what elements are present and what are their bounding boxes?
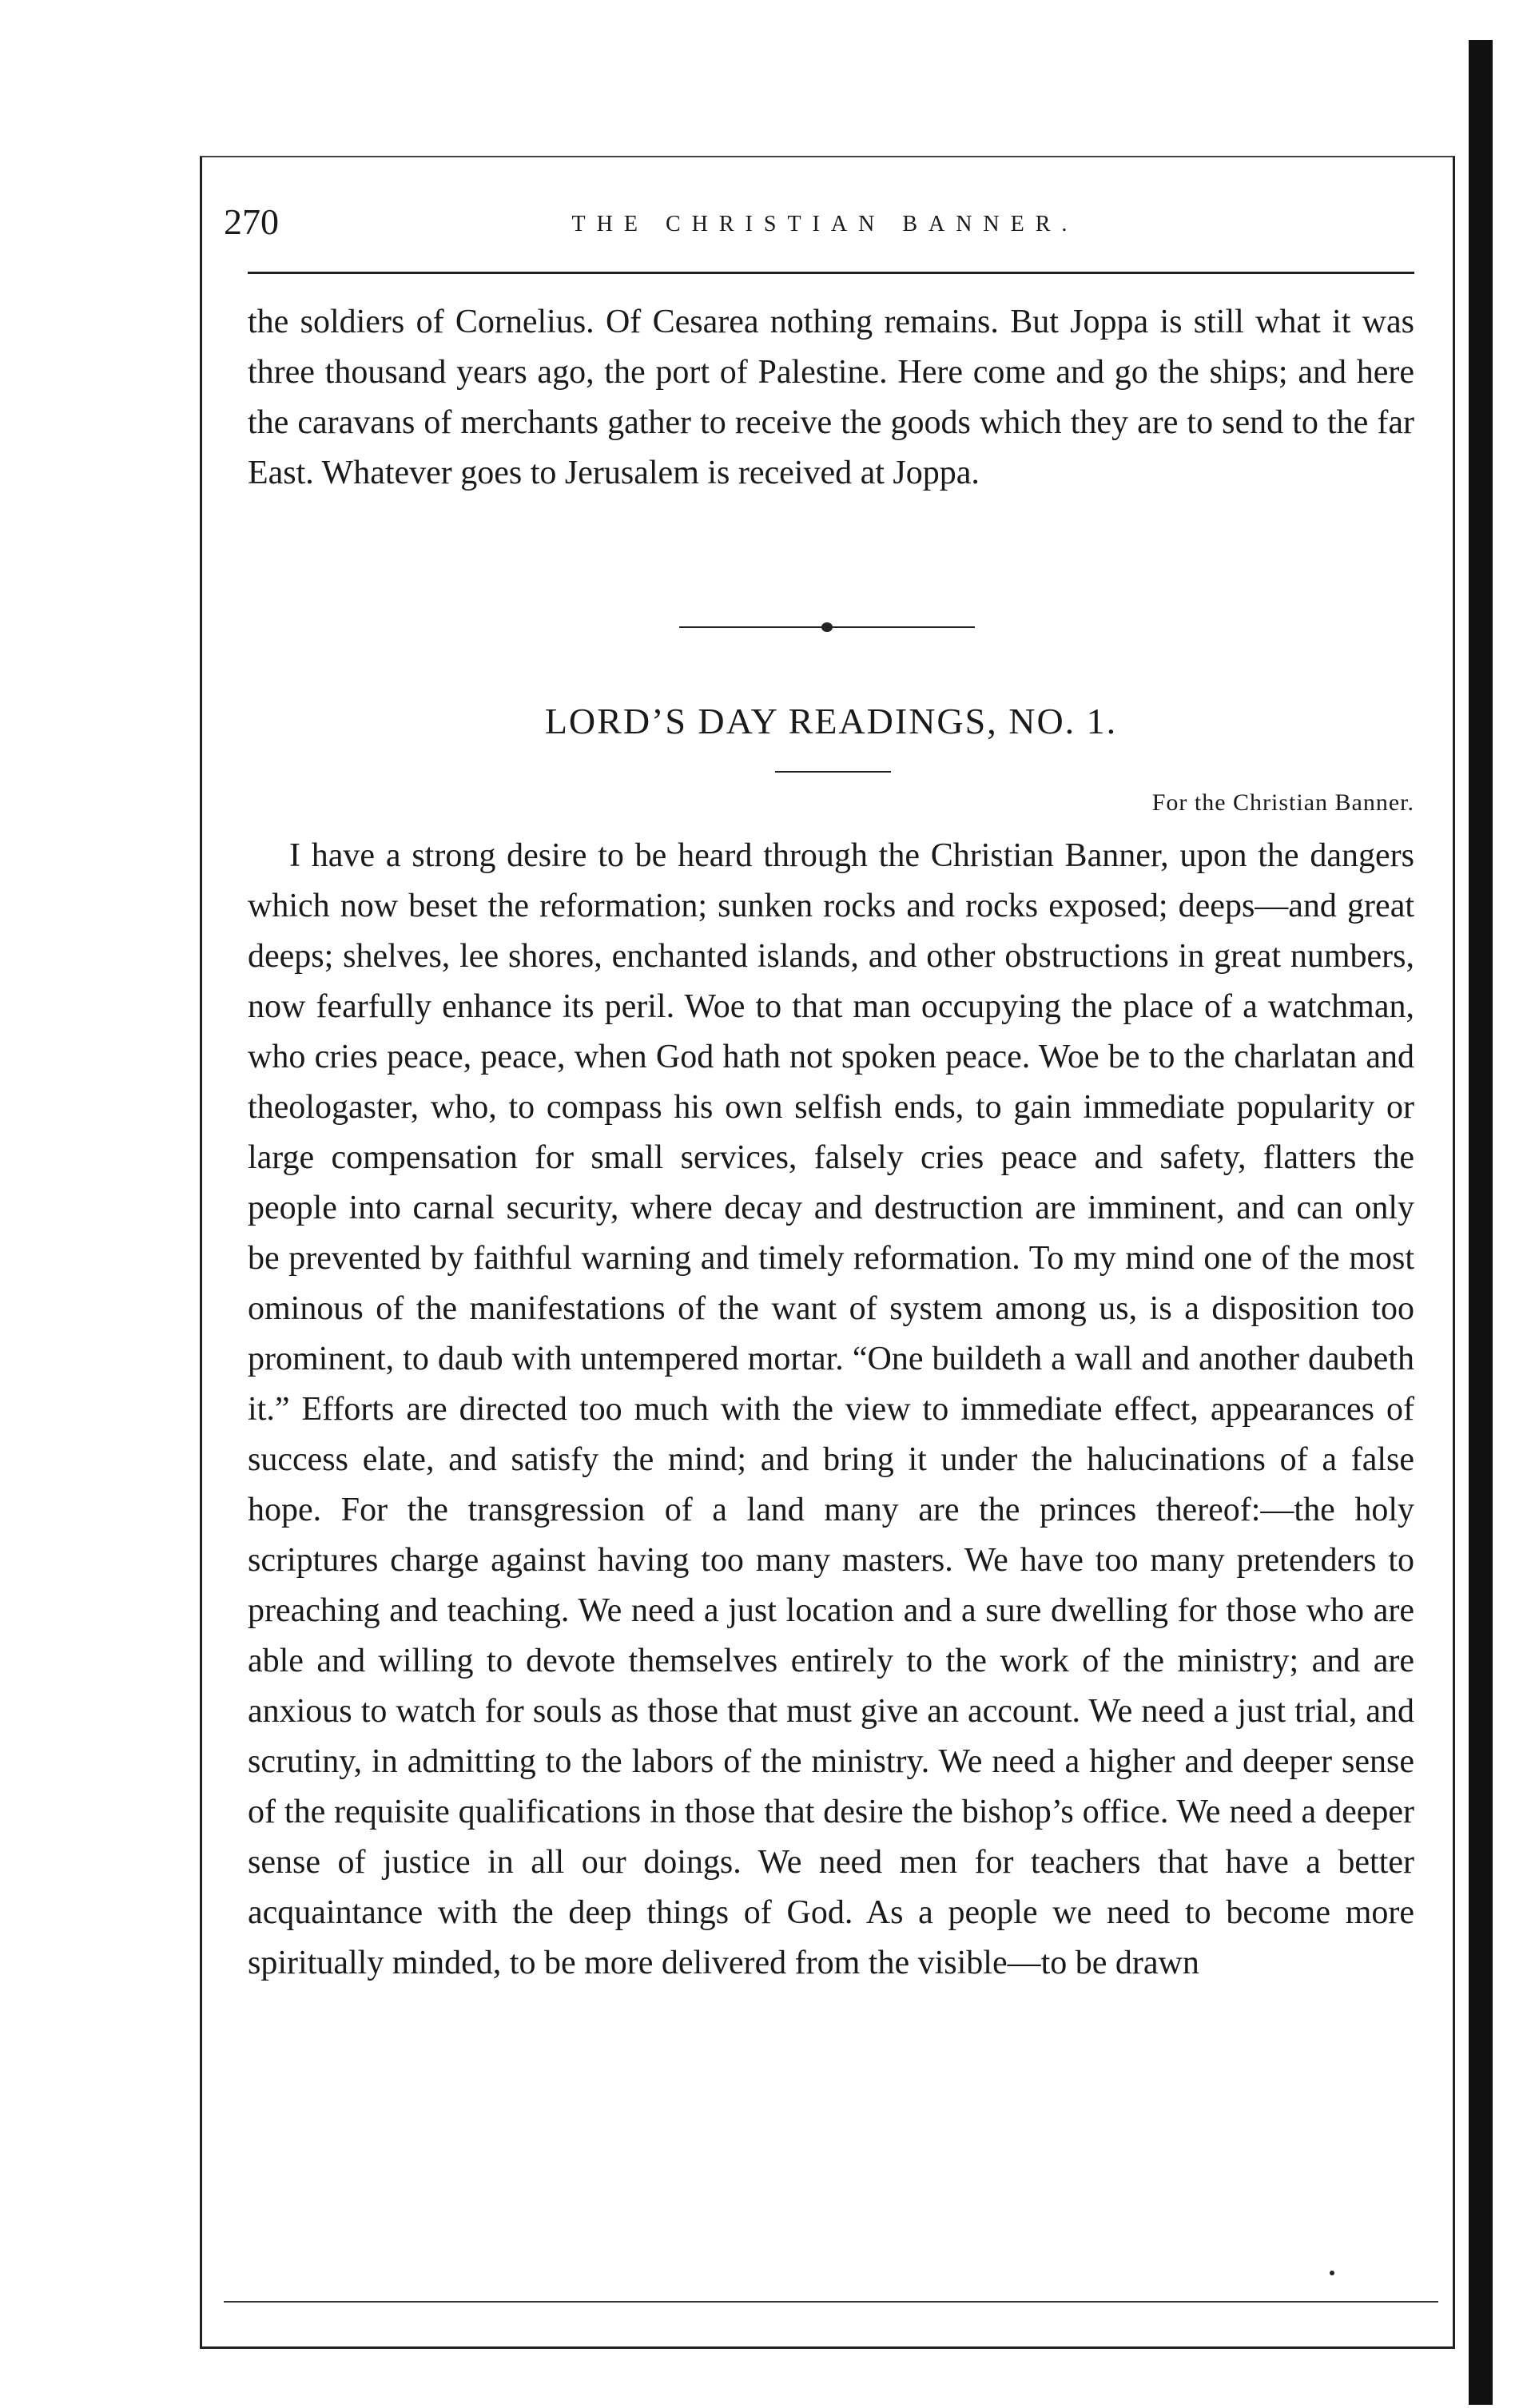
running-title: THE CHRISTIAN BANNER.	[571, 212, 1079, 236]
print-speck	[1330, 2271, 1334, 2275]
scan-edge-bar	[1469, 40, 1493, 2405]
section-divider-ornament	[679, 622, 975, 633]
article-title: LORD’S DAY READINGS, NO. 1.	[544, 701, 1118, 741]
article-body	[248, 831, 1414, 1989]
page-number: 270	[224, 201, 279, 242]
continued-paragraph: the soldiers of Cornelius. Of Cesarea nothing remains. But Joppa is still what it was three thousand years ago, the port of Palestine. Here come and go the ships; and here the caravans of merchants gather to receive the goods which they are to send to the far East. Whatever goes to Jerusalem is received at Joppa.	[248, 304, 1414, 491]
header-rule	[248, 272, 1414, 274]
article-attribution: For the Christian Banner.	[1151, 789, 1414, 816]
bottom-rule	[224, 2301, 1438, 2303]
title-rule	[775, 771, 891, 773]
article-paragraph: I have a strong desire to be heard through the Christian Banner, upon the dangers which now beset the reformation; sunken rocks and rocks exposed; deeps—and great deeps; shelves, lee shores, enchanted islands, and other obstructions in great numbers, now fearfully enhance its peril. Woe to that man occupying the place of a watchman, who cries peace, peace, when God hath not spoken peace. Woe be to the charlatan and theologaster, who, to compass his own selfish ends, to gain immediate popularity or large compensation for small services, falsely cries peace and safety, flatters the people into carnal security, where decay and destruction are imminent, and can only be prevented by faithful warning and timely reformation. To my mind one of the most ominous of the manifestations of the want of system among us, is a disposition too prominent, to daub with untempered mortar. “One buildeth a wall and another daubeth it.” Efforts are directed too much with the view to immediate effect, appearances of success elate, and satisfy the mind; and bring it under the halucinations of a false hope. For the transgression of a land many are the princes thereof:—the holy scriptures charge against having too many masters. We have too many pretenders to preaching and teaching. We need a just location and a sure dwelling for those who are able and willing to devote themselves entirely to the work of the ministry; and are anxious to watch for souls as those that must give an account. We need a just trial, and scrutiny, in admitting to the labors of the ministry. We need a higher and deeper sense of the requisite qualifications in those that desire the bishop’s office. We need a deeper sense of justice in all our doings. We need men for teachers that have a better acquaintance with the deep things of God. As a people we need to become more spiritually minded, to be more delivered from the visible—to be drawn	[248, 837, 1414, 1981]
page-header	[224, 198, 1426, 254]
divider-dot	[821, 622, 833, 632]
